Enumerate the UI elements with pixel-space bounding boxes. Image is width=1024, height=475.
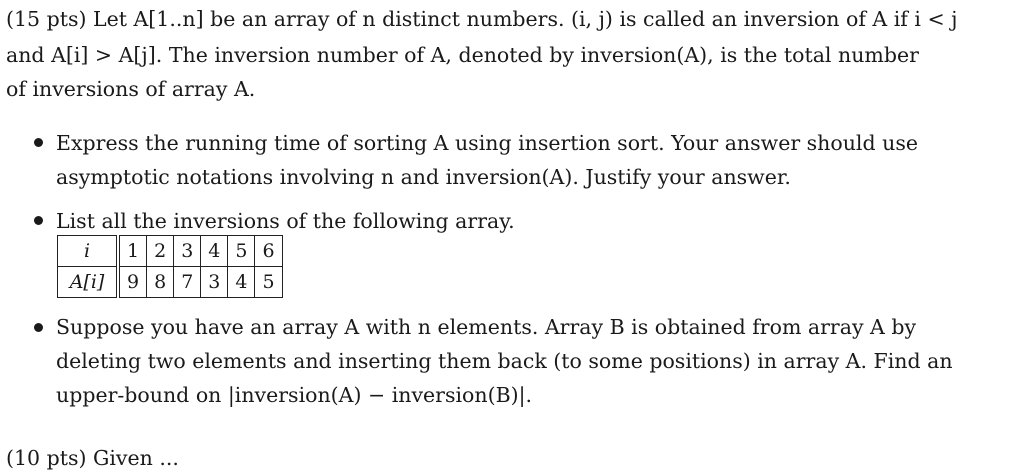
bullet-dot-2 — [34, 216, 43, 225]
intro-line-3: of inversions of array A. — [6, 77, 256, 101]
index-cell: 6 — [255, 236, 282, 267]
index-cell: 5 — [228, 236, 255, 267]
row-label-values: A[i] — [58, 267, 119, 298]
bullet-1-line-1: Express the running time of sorting A using insertion sort. Your answer should use — [56, 131, 918, 155]
intro-line-2: and A[i] > A[j]. The inversion number of A, denoted by inversion(A), is the total number — [6, 43, 919, 67]
bullet-dot-1 — [34, 138, 43, 147]
index-cell: 2 — [147, 236, 174, 267]
value-cell: 9 — [118, 267, 147, 298]
bullet-3-line-2: deleting two elements and inserting them back (to some positions) in array A. Find an — [56, 349, 953, 373]
inversion-array-table — [57, 235, 283, 298]
table-row-values — [58, 267, 283, 298]
value-cell: 4 — [228, 267, 255, 298]
value-cell: 8 — [147, 267, 174, 298]
row-label-index: i — [58, 236, 119, 267]
bullet-3-line-3: upper-bound on |inversion(A) − inversion(B)|. — [56, 383, 533, 407]
index-cell: 4 — [201, 236, 228, 267]
bullet-3-line-1: Suppose you have an array A with n elements. Array B is obtained from array A by — [56, 315, 917, 339]
bullet-dot-3 — [34, 323, 43, 332]
index-cell: 1 — [118, 236, 147, 267]
intro-line-1: (15 pts) Let A[1..n] be an array of n distinct numbers. (i, j) is called an inversion of A if i < j — [6, 7, 958, 31]
value-cell: 7 — [174, 267, 201, 298]
index-cell: 3 — [174, 236, 201, 267]
bullet-2-line-1: List all the inversions of the following array. — [56, 209, 515, 233]
value-cell: 3 — [201, 267, 228, 298]
value-cell: 5 — [255, 267, 282, 298]
next-problem-fragment: (10 pts) Given ... — [6, 446, 179, 470]
bullet-1-line-2: asymptotic notations involving n and inversion(A). Justify your answer. — [56, 165, 791, 189]
table-row-index — [58, 236, 283, 267]
